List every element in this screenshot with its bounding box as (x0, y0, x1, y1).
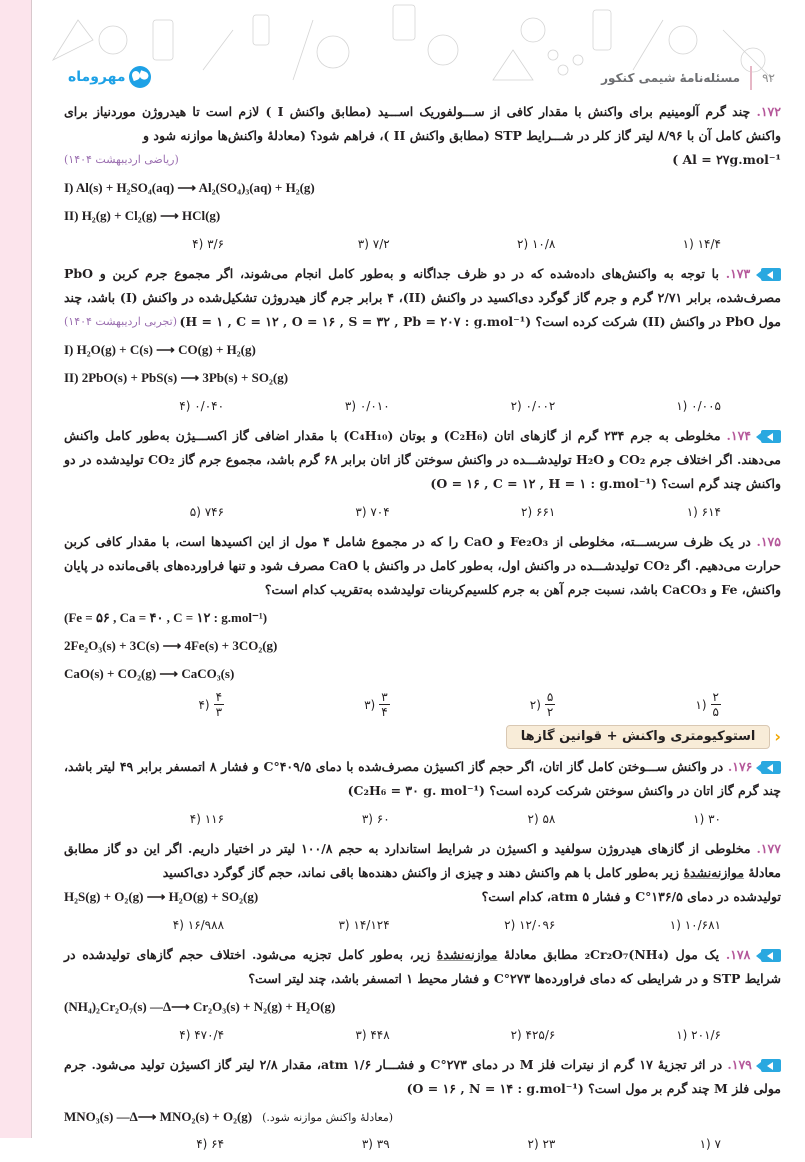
option-label: (۴ (198, 697, 210, 712)
video-play-icon[interactable] (761, 1059, 781, 1072)
butterfly-logo-icon (129, 66, 151, 88)
answer-options (64, 1132, 781, 1156)
answer-options (64, 394, 781, 418)
section-heading (64, 725, 781, 749)
equation: CaO(s) + CO₂(g) ⟶ CaCO₃(s) (64, 666, 235, 681)
underlined-term: موازنه‌نشدهٔ (436, 947, 498, 962)
option-1[interactable]: ۱۰/۶۸۱ (۱ (669, 918, 721, 932)
option-1[interactable]: ۱۴/۴ (۱ (682, 237, 721, 251)
option-2[interactable]: ۴۲۵/۶ (۲ (510, 1028, 556, 1042)
question-text: تولیدشده در دمای ۱۳۶/۵°C و فشار ۵ atm، کدام است؟ (481, 889, 781, 904)
question-number: ۱۷۵. (756, 534, 781, 549)
video-play-icon[interactable] (761, 761, 781, 774)
running-head (601, 66, 775, 90)
video-play-icon[interactable] (761, 268, 781, 281)
question-172 (64, 100, 781, 172)
fraction: $\frac{۵}{۲}$ (546, 690, 554, 719)
source-tag: (تجربی اردیبهشت ۱۴۰۴) (64, 315, 178, 328)
constants: (O = ۱۶ , C = ۱۲ , H = ۱ : g.mol⁻¹) (430, 476, 657, 491)
question-number: ۱۷۴. (726, 428, 752, 443)
question-text: زیر، به‌طور کامل تجزیه می‌شود. اختلاف حجم گازهای تولیدشده در شرایط STP و در شرایطی که دمای فراورده‌ها ۲۷۳°C و فشار محیط ۱ اتمسفر باشد، چند لیتر است؟ (64, 947, 781, 986)
option-3[interactable]: ۰/۰۱۰ (۳ (344, 399, 390, 413)
option-2[interactable] (475, 690, 555, 719)
constants: ( Al = ۲۷g.mol⁻¹ (672, 152, 781, 167)
question-text: زیر به‌طور کامل با هم واکنش دهند و چیزی از واکنش دهنده‌ها باقی نماند، حجم گاز گوگرد دی‌اکسید (162, 865, 684, 880)
option-1[interactable]: ۷ (۱ (699, 1137, 721, 1151)
question-176 (64, 755, 781, 803)
question-179 (64, 1053, 781, 1101)
video-play-icon[interactable] (761, 949, 781, 962)
option-label: (۱ (695, 697, 707, 712)
page-margin (0, 0, 32, 1138)
equation: II) H₂(g) + Cl₂(g) ⟶ HCl(g) (64, 208, 221, 223)
equation: I) Al(s) + H₂SO₄(aq) ⟶ Al₂(SO₄)₃(aq) + H₂(g) (64, 180, 315, 195)
option-3[interactable]: ۷/۲ (۳ (357, 237, 390, 251)
option-3[interactable]: ۳۹ (۳ (361, 1137, 390, 1151)
option-label: (۳ (364, 697, 376, 712)
option-3[interactable]: ۷۰۴ (۳ (355, 505, 390, 519)
page-number: ۹۲ (762, 71, 775, 85)
fraction: $\frac{۴}{۳}$ (215, 690, 223, 719)
option-label: (۲ (529, 697, 541, 712)
question-175 (64, 530, 781, 602)
equation: II) 2PbO(s) + PbS(s) ⟶ 3Pb(s) + SO₂(g) (64, 370, 289, 385)
constants: (H = ۱ , C = ۱۲ , O = ۱۶ , S = ۳۲ , Pb = ۲۰۷ : g.mol⁻¹) (179, 314, 532, 329)
question-174 (64, 424, 781, 496)
answer-options (64, 232, 781, 256)
option-4[interactable]: ۴۷۰/۴ (۴ (179, 1028, 225, 1042)
option-3[interactable]: ۶۰ (۳ (361, 812, 390, 826)
option-1[interactable]: ۳۰ (۱ (693, 812, 721, 826)
option-4[interactable]: ۰/۰۴۰ (۴ (179, 399, 225, 413)
option-1[interactable]: ۶۱۴ (۱ (686, 505, 721, 519)
book-title: مسئله‌نامهٔ شیمی کنکور (601, 71, 741, 85)
question-number: ۱۷۳. (725, 266, 751, 281)
question-text: مخلوطی به جرم ۲۳۴ گرم از گازهای اتان (C₂H₆) و بوتان (C₄H₁₀) با مقدار اضافی گاز اکســـیژن به‌طور کامل واکنش می‌دهند. اگر اختلاف جرم CO₂ و H₂O تولیدشـــده در واکنش سوختن گاز اتان برابر ۶۸ گرم باشد، مجموع جرم گاز CO₂ تولیدشده در دو واکنش چند گرم است؟ (64, 428, 781, 491)
underlined-term: موازنه‌نشدهٔ (683, 865, 745, 880)
equation: MNO₃(s) —Δ⟶ MNO₂(s) + O₂(g) (64, 1109, 253, 1124)
option-2[interactable]: ۱۲/۰۹۶ (۲ (504, 918, 556, 932)
answer-options (64, 807, 781, 831)
question-number: ۱۷۷. (756, 841, 781, 856)
question-text: در واکنش ســـوختن کامل گاز اتان، اگر حجم گاز اکسیژن مصرف‌شده با دمای ۴۰۹/۵°C و فشار ۸ اتمسفر برابر ۴۹ لیتر باشد، چند گرم گاز اتان در واکنش سوختن شرکت کرده است؟ (64, 759, 781, 798)
question-177 (64, 837, 781, 909)
option-2[interactable]: ۶۶۱ (۲ (521, 505, 556, 519)
option-4[interactable]: ۱۶/۹۸۸ (۴ (172, 918, 225, 932)
balance-note: (معادلهٔ واکنش موازنه شود.) (262, 1111, 394, 1124)
equation: I) H₂O(g) + C(s) ⟶ CO(g) + H₂(g) (64, 342, 256, 357)
equation: (NH₄)₂Cr₂O₇(s) —Δ⟶ Cr₂O₃(s) + N₂(g) + H₂O(g) (64, 999, 336, 1014)
option-4[interactable]: ۷۴۶ (۵ (189, 505, 225, 519)
option-2[interactable]: ۰/۰۰۲ (۲ (510, 399, 556, 413)
option-4[interactable]: ۱۱۶ (۴ (189, 812, 225, 826)
answer-options (64, 913, 781, 937)
question-number: ۱۷۹. (727, 1057, 752, 1072)
option-2[interactable]: ۲۳ (۲ (527, 1137, 556, 1151)
answer-options (64, 690, 781, 719)
question-number: ۱۷۶. (727, 759, 753, 774)
option-4[interactable] (144, 690, 224, 719)
page-content (64, 100, 781, 1162)
constants: (Fe = ۵۶ , Ca = ۴۰ , C = ۱۲ : g.mol⁻¹) (64, 610, 268, 625)
option-2[interactable]: ۵۸ (۲ (527, 812, 556, 826)
question-text: مخلوطی از گازهای هیدروژن سولفید و اکسیژن در شرایط استاندارد به حجم ۱۰۰/۸ لیتر در اختیار داریم. اگر این دو گاز مطابق معادلهٔ (64, 841, 781, 880)
option-3[interactable]: ۱۴/۱۲۴ (۳ (338, 918, 390, 932)
option-3[interactable] (310, 690, 390, 719)
answer-options (64, 1023, 781, 1047)
equation: H₂S(g) + O₂(g) ⟶ H₂O(g) + SO₂(g) (64, 889, 259, 904)
logo-text: مهروماه (68, 69, 126, 85)
section-title: استوکیومتری واکنش + قوانین گازها (506, 725, 771, 749)
question-173 (64, 262, 781, 334)
constants: (O = ۱۶ , N = ۱۴ : g.mol⁻¹) (406, 1081, 584, 1096)
publisher-logo (68, 66, 151, 88)
question-text: با توجه به واکنش‌های داده‌شده که در دو ظرف جداگانه و به‌طور کامل انجام می‌شوند، اگر مجموع جرم کربن و PbO مصرف‌شده، برابر ۲/۷۱ گرم و جرم گاز گوگرد دی‌اکسید در واکنش (II)، ۴ برابر جرم گاز هیدروژن تشکیل‌شده در واکنش (I) باشد، چند مول PbO در واکنش (II) شرکت کرده است؟ (64, 266, 781, 329)
question-number: ۱۷۸. (725, 947, 751, 962)
option-4[interactable]: ۶۴ (۴ (196, 1137, 225, 1151)
option-1[interactable] (641, 690, 721, 719)
option-1[interactable]: ۰/۰۰۵ (۱ (676, 399, 721, 413)
question-text: چند گرم آلومینیم برای واکنش با مقدار کافی از ســـولفوریک اســـید (مطابق واکنش I ) لازم است تا هیدروژن موردنیاز برای واکنش کامل آن با ۸/۹۶ لیتر گاز کلر در شـــرایط STP (مطابق واکنش II )، فراهم شود؟ (معادلهٔ واکنش‌ها موازنه شود و (64, 104, 781, 143)
question-number: ۱۷۲. (756, 104, 781, 119)
answer-options (64, 500, 781, 524)
header-divider (750, 66, 752, 90)
constants: (C₂H₆ = ۳۰ g. mol⁻¹) (347, 783, 485, 798)
chevron-left-icon: ‹ (774, 727, 781, 746)
equation: 2Fe₂O₃(s) + 3C(s) ⟶ 4Fe(s) + 3CO₂(g) (64, 638, 278, 653)
option-1[interactable]: ۲۰۱/۶ (۱ (676, 1028, 721, 1042)
question-text: در اثر تجزیهٔ ۱۷ گرم از نیترات فلز M در دمای ۲۷۳°C و فشـــار ۱/۶ atm، مقدار ۲/۸ لیتر گاز اکسیژن تولید می‌شود. جرم مولی فلز M چند گرم بر مول است؟ (64, 1057, 781, 1096)
fraction: $\frac{۳}{۴}$ (381, 690, 388, 719)
video-play-icon[interactable] (761, 430, 781, 443)
option-3[interactable]: ۴۴۸ (۳ (355, 1028, 390, 1042)
fraction: $\frac{۲}{۵}$ (712, 690, 719, 719)
option-4[interactable]: ۳/۶ (۴ (192, 237, 225, 251)
question-text: یک مول (NH₄)₂Cr₂O₇ مطابق معادلهٔ (497, 947, 720, 962)
question-text: در یک ظرف سربســـته، مخلوطی از Fe₂O₃ و CaO را که در مجموع شامل ۴ مول از این اکسیدها است، با مقدار کافی کربن حرارت می‌دهیم. اگر CO₂ تولیدشـــده در واکنش اول، به‌طور کامل در واکنش با CaO مصرف شود و تنها فراورده‌های باقی‌مانده در پایان واکنش، Fe و CaCO₃ باشد، نسبت جرم آهن به جرم کلسیم‌کربنات تولیدشده به‌تقریب کدام است؟ (64, 534, 781, 597)
question-178 (64, 943, 781, 991)
source-tag: (ریاضی اردیبهشت ۱۴۰۴) (64, 153, 179, 166)
option-2[interactable]: ۱۰/۸ (۲ (517, 237, 556, 251)
